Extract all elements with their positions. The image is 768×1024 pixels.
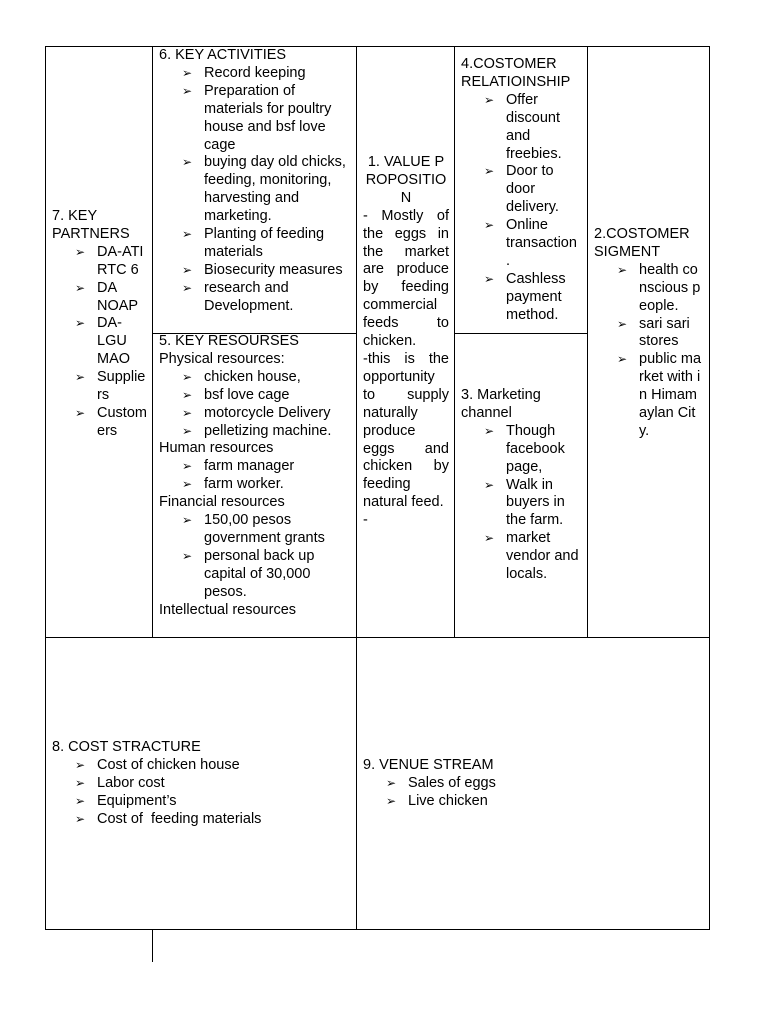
arrow-bullet-icon: ➢	[75, 775, 86, 790]
arrow-bullet-icon: ➢	[617, 316, 628, 331]
customer-relationship-title: 4.COSTOMER RELATIOINSHIP	[461, 56, 571, 90]
list-item: ➢ Walk in buyers in the farm.	[484, 476, 565, 529]
marketing-channel-block	[461, 387, 585, 584]
financial-resources-list	[182, 512, 346, 602]
arrow-bullet-icon: ➢	[617, 352, 628, 367]
key-activities-list	[182, 64, 352, 316]
physical-resources-list	[182, 368, 354, 441]
customer-relationship-block	[461, 56, 585, 325]
trailing-table-line	[152, 930, 153, 962]
list-item: ➢ chicken house,	[182, 368, 301, 385]
list-item: ➢ Suppliers	[75, 369, 146, 404]
list-item: ➢ farm worker.	[182, 476, 284, 493]
value-proposition-text-3: -	[363, 512, 368, 529]
list-item: ➢ Record keeping	[182, 64, 306, 81]
arrow-bullet-icon: ➢	[182, 405, 193, 420]
arrow-bullet-icon: ➢	[182, 513, 193, 528]
key-partners-block	[52, 208, 150, 441]
list-item: ➢ Offer discount and freebies.	[484, 91, 562, 162]
arrow-bullet-icon: ➢	[75, 811, 86, 826]
cost-structure-title: 8. COST STRACTURE	[52, 739, 201, 755]
list-item: ➢ Labor cost	[75, 774, 165, 791]
list-item: ➢ Though facebook page,	[484, 422, 565, 475]
arrow-bullet-icon: ➢	[75, 793, 86, 808]
customer-relationship-list	[484, 91, 581, 325]
list-item: ➢ Cost of feeding materials	[75, 810, 262, 827]
list-item: ➢ DA-ATI RTC 6	[75, 243, 144, 278]
cost-structure-block	[52, 739, 352, 829]
arrow-bullet-icon: ➢	[182, 387, 193, 402]
arrow-bullet-icon: ➢	[182, 65, 193, 80]
value-proposition-text-2: -this is the opportunity to supply naturally produce eggs and chicken by feeding natural feed.	[363, 350, 449, 511]
list-item: ➢ Biosecurity measures	[182, 261, 343, 278]
human-resources-label: Human resources	[159, 440, 274, 457]
marketing-channel-title: 3. Marketing channel	[461, 387, 541, 421]
physical-resources-label: Physical resources:	[159, 350, 285, 367]
key-partners-title: 7. KEY PARTNERS	[52, 208, 130, 242]
list-item: ➢ sari sari stores	[617, 315, 690, 350]
list-item: ➢ health conscious people.	[617, 261, 701, 314]
list-item: ➢ motorcycle Delivery	[182, 404, 331, 421]
arrow-bullet-icon: ➢	[484, 423, 495, 438]
list-item: ➢ farm manager	[182, 458, 295, 475]
list-item: ➢ Online transaction .	[484, 217, 577, 269]
customer-segment-list	[617, 261, 703, 441]
arrow-bullet-icon: ➢	[75, 244, 86, 259]
cost-structure-list	[75, 756, 352, 829]
arrow-bullet-icon: ➢	[75, 280, 86, 295]
customer-segment-title: 2.COSTOMER SIGMENT	[594, 226, 690, 260]
list-item: ➢ Sales of eggs	[386, 774, 496, 791]
key-resources-title: 5. KEY RESOURSES	[159, 333, 299, 349]
arrow-bullet-icon: ➢	[484, 92, 495, 107]
arrow-bullet-icon: ➢	[75, 316, 86, 331]
arrow-bullet-icon: ➢	[484, 531, 495, 546]
arrow-bullet-icon: ➢	[617, 262, 628, 277]
list-item: ➢ Cost of chicken house	[75, 756, 240, 773]
arrow-bullet-icon: ➢	[75, 370, 86, 385]
arrow-bullet-icon: ➢	[386, 775, 397, 790]
arrow-bullet-icon: ➢	[386, 793, 397, 808]
list-item: ➢ buying day old chicks, feeding, monitoring, harvesting and marketing.	[182, 154, 346, 225]
arrow-bullet-icon: ➢	[182, 83, 193, 98]
arrow-bullet-icon: ➢	[182, 280, 193, 295]
key-activities-title: 6. KEY ACTIVITIES	[159, 47, 287, 63]
list-item: ➢ public market with in Himamaylan City.	[617, 351, 702, 439]
key-activities-block	[159, 47, 354, 316]
list-item: ➢ Cashless payment method.	[484, 270, 566, 323]
revenue-stream-title: 9. VENUE STREAM	[363, 757, 494, 773]
value-proposition-text-1: - Mostly of the eggs in the market are produce by feeding commercial feeds to chicken.	[363, 207, 449, 350]
arrow-bullet-icon: ➢	[182, 227, 193, 242]
intellectual-resources-label: Intellectual resources	[159, 601, 297, 618]
arrow-bullet-icon: ➢	[484, 164, 495, 179]
list-item: ➢ personal back up capital of 30,000 pesos.	[182, 547, 315, 600]
value-proposition-title: 1. VALUE PROPOSITION	[365, 154, 447, 206]
customer-segment-block	[594, 226, 706, 441]
list-item: ➢ Customers	[75, 404, 147, 439]
arrow-bullet-icon: ➢	[182, 548, 193, 563]
arrow-bullet-icon: ➢	[75, 405, 86, 420]
list-item: ➢ Live chicken	[386, 792, 488, 809]
revenue-stream-block	[363, 757, 703, 811]
key-partners-list	[75, 243, 147, 441]
arrow-bullet-icon: ➢	[182, 369, 193, 384]
arrow-bullet-icon: ➢	[182, 423, 193, 438]
value-proposition-block	[363, 154, 449, 530]
key-resources-block	[159, 333, 354, 620]
arrow-bullet-icon: ➢	[182, 477, 193, 492]
arrow-bullet-icon: ➢	[182, 262, 193, 277]
arrow-bullet-icon: ➢	[484, 271, 495, 286]
list-item: ➢ research and Development.	[182, 279, 294, 314]
list-item: ➢ Equipment’s	[75, 792, 177, 809]
revenue-stream-list	[386, 774, 703, 811]
arrow-bullet-icon: ➢	[484, 218, 495, 233]
list-item: ➢ DA-LGU MAO	[75, 315, 131, 368]
list-item: ➢ DA NOAP	[75, 279, 139, 314]
list-item: ➢ bsf love cage	[182, 386, 290, 403]
human-resources-list	[182, 458, 354, 494]
arrow-bullet-icon: ➢	[182, 155, 193, 170]
list-item: ➢ Preparation of materials for poultry house and bsf love cage	[182, 82, 332, 153]
list-item: ➢ Planting of feeding materials	[182, 226, 325, 260]
financial-resources-label: Financial resources	[159, 494, 285, 511]
arrow-bullet-icon: ➢	[484, 477, 495, 492]
list-item: ➢ 150,00 pesos government grants	[182, 512, 325, 546]
arrow-bullet-icon: ➢	[182, 459, 193, 474]
marketing-channel-list	[484, 422, 582, 584]
list-item: ➢ pelletizing machine.	[182, 422, 332, 439]
arrow-bullet-icon: ➢	[75, 757, 86, 772]
list-item: ➢ market vendor and locals.	[484, 530, 579, 583]
list-item: ➢ Door to door delivery.	[484, 163, 559, 216]
